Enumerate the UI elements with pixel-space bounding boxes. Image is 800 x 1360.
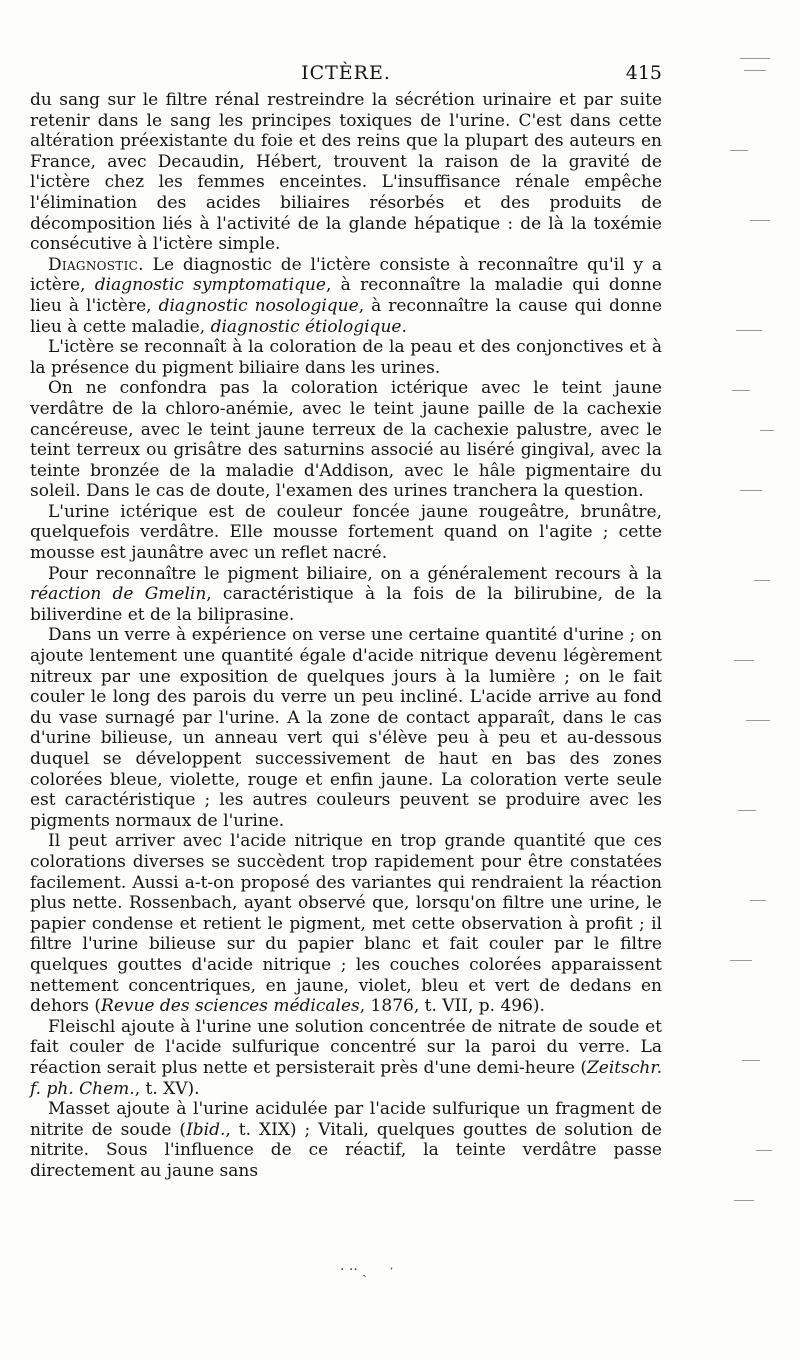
margin-mark (754, 580, 770, 581)
italic-run: réaction de Gmelin (30, 584, 207, 605)
margin-mark (756, 1150, 772, 1151)
italic-run: diagnostic nosologique (158, 295, 359, 316)
margin-mark (760, 430, 774, 431)
text-run: , caractéristique à la fois de la bilirubine, de la biliverdine et de la biliprasine. (30, 584, 662, 625)
paragraph (30, 831, 662, 1016)
margin-mark (730, 960, 752, 961)
text-run: Pour reconnaître le pigment biliaire, on a généralement recours à la (48, 563, 662, 584)
text-run: , à reconnaître la maladie qui donne lieu à l'ictère, (30, 275, 662, 316)
text-run: Le diagnostic de l'ictère consiste à reconnaître qu'il y a ictère, (30, 254, 662, 296)
margin-mark (750, 900, 766, 901)
margin-mark (742, 1060, 760, 1061)
text-run: , t. XV). (134, 1078, 200, 1099)
margin-mark (744, 70, 766, 71)
margin-mark (746, 720, 770, 721)
paragraph (30, 502, 662, 564)
text-run: Dans un verre à expérience on verse une certaine quantité d'urine ; on ajoute lentement une quantité égale d'acide nitrique devenu légèrement nitreux par une exposition de quelques jours à la lumière ; on le fait couler le long des parois du verre un peu incliné. L'acide arrive au fond du vase surnagé par l'urine. A la zone de contact apparaît, dans le cas d'urine bilieuse, un anneau vert qui s'élève peu à peu et au-dessous duquel se développent successivement de haut en bas des zones colorées bleue, violette, rouge et enfin jaune. La coloration verte seule est caractéristique ; les autres couleurs peuvent se produire avec les pigments normaux de l'urine. (30, 625, 662, 831)
text-run: On ne confondra pas la coloration ictérique avec le teint jaune verdâtre de la chloro-anémie, avec le teint jaune paille de la cachexie cancéreuse, avec le teint jaune terreux de la cachexie palustre, avec le teint terreux ou grisâtre des saturnins associé au liséré gingival, avec la teinte bronzée de la maladie d'Addison, avec le hâle pigmentaire du soleil. Dans le cas de doute, l'examen des urines tranchera la question. (30, 378, 662, 502)
text-run: Il peut arriver avec l'acide nitrique en trop grande quantité que ces colorations diverses se succèdent trop rapidement pour être constatées facilement. Aussi a-t-on proposé des variantes qui rendraient la réaction plus nette. Rossenbach, ayant observé que, lorsqu'on filtre une urine, le papier condense et retient le pigment, met cette observation à profit ; il filtre l'urine bilieuse sur du papier blanc et fait couler par le filtre quelques gouttes d'acide nitrique ; les couches colorées apparaissent nettement concentriques, en jaune, violet, bleu et vert de dedans en dehors ( (30, 831, 662, 1017)
paragraph (30, 378, 662, 502)
margin-mark (730, 150, 748, 151)
bottom-specks: · ·· ˎ ˑ (340, 1262, 394, 1278)
text-run: Fleischl ajoute à l'urine une solution concentrée de nitrate de soude et fait couler de l'acide sulfurique concentré sur la paroi du verre. La réaction serait plus nette et persisterait près d'une demi-heure ( (30, 1016, 662, 1078)
margin-mark (734, 1200, 754, 1201)
margin-mark (736, 330, 762, 331)
margin-show-through (720, 20, 800, 1320)
section-lead-in: Diagnostic. (48, 254, 144, 275)
paragraph (30, 625, 662, 831)
page-number: 415 (625, 62, 662, 84)
text-run: du sang sur le filtre rénal restreindre la sécrétion urinaire et par suite retenir dans le sang les principes toxiques de l'urine. C'est dans cette altération préexistante du foie et des reins que la plupart des auteurs en France, avec Decaudin, Hébert, trouvent la raison de la gravité de l'ictère chez les femmes enceintes. L'insuffisance rénale empêche l'élimination des acides biliaires résorbés et des produits de décomposition liés à l'activité de la glande hépatique : de là la toxémie consécutive à l'ictère simple. (30, 90, 662, 255)
text-run: , à reconnaître la cause qui donne lieu à cette maladie, (30, 295, 663, 337)
italic-run: Zeitschr. f. ph. Chem. (30, 1057, 662, 1099)
margin-mark (732, 390, 750, 391)
paragraph (30, 564, 662, 626)
margin-mark (734, 660, 754, 661)
paragraph (30, 337, 662, 378)
text-run: L'ictère se reconnaît à la coloration de la peau et des conjonctives et à la présence du pigment biliaire dans les urines. (30, 337, 662, 378)
italic-run: diagnostic symptomatique (94, 275, 326, 296)
margin-mark (740, 58, 770, 59)
margin-mark (750, 220, 770, 221)
text-run: L'urine ictérique est de couleur foncée jaune rougeâtre, brunâtre, quelquefois verdâtre. Elle mousse fortement quand on l'agite ; cette mousse est jaunâtre avec un reflet nacré. (30, 501, 662, 564)
italic-run: Ibid. (186, 1119, 226, 1140)
paragraph (30, 1099, 662, 1181)
margin-mark (738, 810, 756, 811)
paragraph (30, 1017, 662, 1099)
italic-run: diagnostic étiologique (210, 316, 402, 337)
text-run: , t. XIX) ; Vitali, quelques gouttes de solution de nitrite. Sous l'influence de ce réactif, la teinte verdâtre passe directement au jaune sans (30, 1119, 662, 1181)
italic-run: Revue des sciences médicales (101, 996, 360, 1017)
page-header (30, 62, 662, 90)
running-title: ICTÈRE. (301, 62, 391, 84)
body-text (30, 90, 662, 1181)
paragraph (30, 255, 662, 337)
margin-mark (740, 490, 762, 491)
text-run: , 1876, t. VII, p. 496). (359, 996, 545, 1017)
paragraph (30, 90, 662, 255)
text-run: Masset ajoute à l'urine acidulée par l'acide sulfurique un fragment de nitrite de soude ( (30, 1099, 662, 1140)
text-run: . (401, 316, 407, 337)
